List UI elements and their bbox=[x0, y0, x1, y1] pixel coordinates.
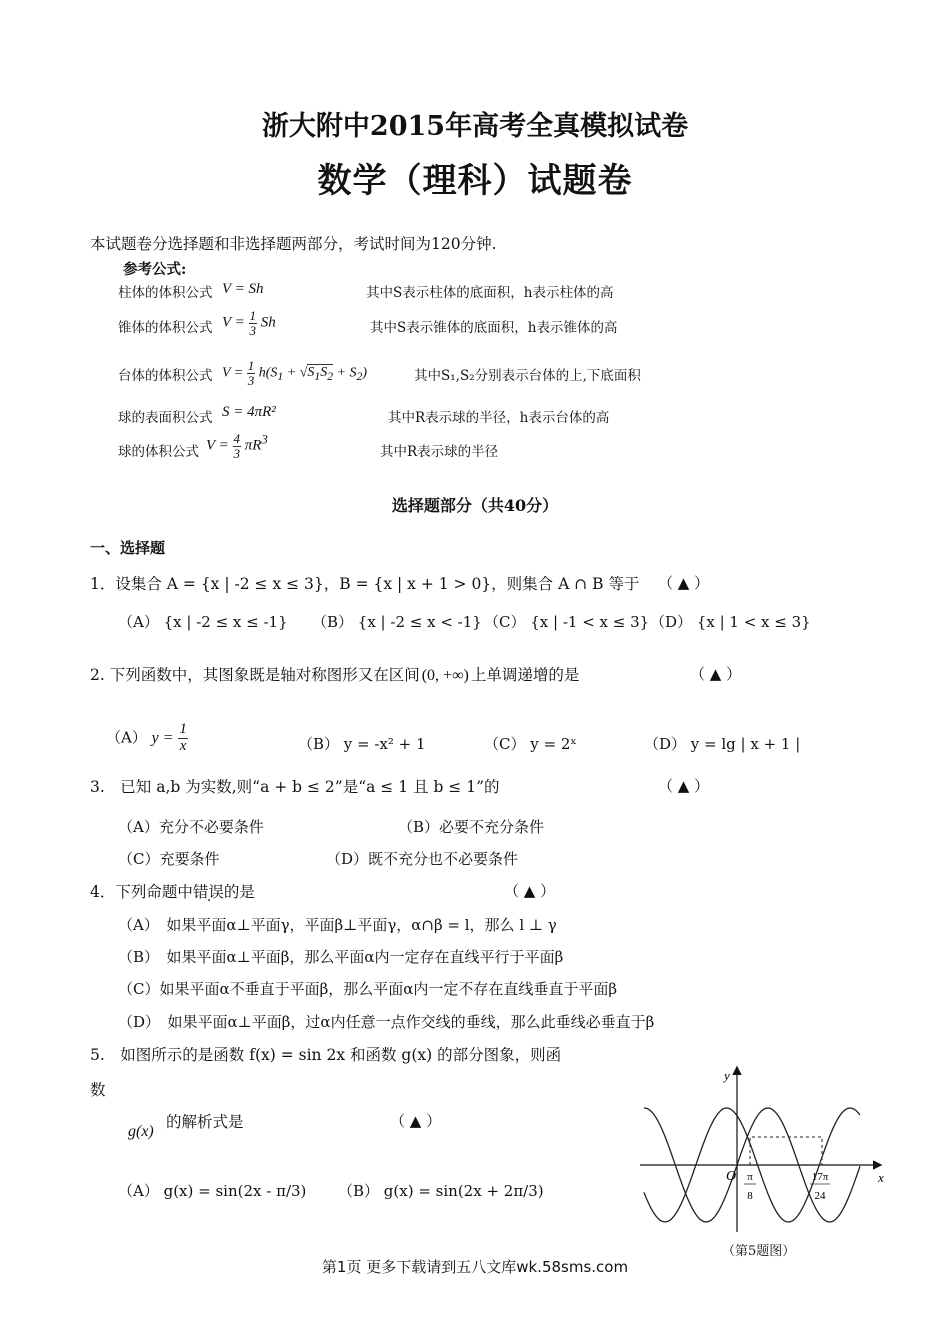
q2-option-a-label: （A） bbox=[106, 728, 147, 747]
q3-option-c: （C）充要条件 bbox=[118, 850, 220, 868]
q1-answer-mark: （ ▲ ） bbox=[658, 574, 710, 592]
formula-sphere-volume: V = $\frac{4}{3}$ $\pi R^3$ bbox=[206, 431, 268, 461]
q2-stem-b: 上单调递增的是 bbox=[470, 666, 580, 684]
origin-label: O bbox=[726, 1169, 737, 1184]
formula-heading: 参考公式: bbox=[123, 261, 187, 278]
q2-option-d: （D） y = lg | x + 1 | bbox=[644, 735, 801, 753]
q2-stem-a: 2. 下列函数中，其图象既是轴对称图形又在区间 bbox=[90, 666, 420, 684]
q4-stem-c: 的是 bbox=[223, 883, 255, 901]
formula-name-prism: 柱体的体积公式 bbox=[118, 285, 213, 301]
y-label: y bbox=[724, 1068, 730, 1083]
q5-gx: g(x) bbox=[128, 1123, 154, 1140]
formula-desc-cone: 其中S表示锥体的底面积，h表示锥体的高 bbox=[370, 320, 618, 336]
q3-option-b: （B）必要不充分条件 bbox=[398, 818, 545, 836]
tick2-num: 17π bbox=[811, 1171, 829, 1183]
formula-name-sphere-volume: 球的体积公式 bbox=[118, 444, 199, 460]
q4-stem-a: 4．下列命题中 bbox=[90, 883, 193, 901]
q4-option-d: （D） 如果平面α⊥平面β，过α内任意一点作交线的垂线，那么此垂线必垂直于β bbox=[118, 1013, 655, 1031]
q1-option-c: （C） {x | -1 < x ≤ 3} bbox=[484, 613, 650, 631]
q2-option-b: （B） y = -x² + 1 bbox=[298, 735, 426, 753]
dashed-guide bbox=[750, 1137, 822, 1165]
x-label: x bbox=[878, 1170, 884, 1185]
q4-answer-mark: （ ▲ ） bbox=[504, 882, 556, 900]
formula-desc-prism: 其中S表示柱体的底面积，h表示柱体的高 bbox=[366, 285, 614, 301]
intro-text: 本试题卷分选择题和非选择题两部分，考试时间为120分钟. bbox=[90, 235, 497, 253]
q3-option-a: （A）充分不必要条件 bbox=[118, 818, 264, 836]
formula-name-cone: 锥体的体积公式 bbox=[118, 320, 213, 336]
tick1-num: π bbox=[747, 1171, 753, 1183]
q2-option-a-den: x bbox=[179, 737, 187, 754]
q1-option-d: （D） {x | 1 < x ≤ 3} bbox=[650, 613, 811, 631]
q2-option-c: （C） y = 2ˣ bbox=[484, 735, 577, 753]
q2-option-a-lhs: y = bbox=[151, 729, 174, 747]
formula-frustum: V = $\frac{1}{3}$ $h(S_1 + √S_1S_2 + S_2)$ bbox=[222, 358, 367, 388]
part-title: 一、选择题 bbox=[90, 539, 166, 557]
q5-stem-b: 数 bbox=[90, 1081, 106, 1099]
q3-option-d: （D）既不充分也不必要条件 bbox=[326, 850, 519, 868]
q5-stem-a: 5. 如图所示的是函数 f(x) = sin 2x 和函数 g(x) 的部分图象，则函 bbox=[90, 1046, 562, 1064]
exam-subtitle: 数学（理科）试题卷 bbox=[317, 161, 633, 201]
q2-option-a bbox=[106, 722, 188, 755]
q3-stem: 3. 已知 a,b 为实数,则“a + b ≤ 2”是“a ≤ 1 且 b ≤ 1”的 bbox=[90, 778, 500, 796]
section-title: 选择题部分（共40分） bbox=[391, 496, 559, 515]
formula-desc-sphere-volume: 其中R表示球的半径 bbox=[380, 444, 499, 460]
q1-option-b: （B） {x | -2 ≤ x < -1} bbox=[312, 613, 482, 631]
exam-title: 浙大附中2015年高考全真模拟试卷 bbox=[261, 111, 689, 142]
tick2-den: 24 bbox=[814, 1190, 826, 1202]
q1-stem: 1．设集合 A = {x | -2 ≤ x ≤ 3}，B = {x | x + 1 > 0}，则集合 A ∩ B 等于 bbox=[90, 575, 640, 593]
q2-option-a-num: 1 bbox=[179, 721, 187, 737]
q5-figure-caption: （第5题图） bbox=[722, 1244, 796, 1259]
q5-stem-c: 的解析式是 bbox=[166, 1113, 244, 1131]
q4-stem bbox=[90, 880, 255, 902]
formula-desc-sphere-area: 其中R表示球的半径，h表示台体的高 bbox=[388, 410, 610, 426]
q2-interval: (0, +∞) bbox=[421, 667, 469, 684]
q4-option-c: （C）如果平面α不垂直于平面β，那么平面α内一定不存在直线垂直于平面β bbox=[118, 980, 618, 998]
q5-figure bbox=[636, 1060, 886, 1240]
q4-option-a: （A） 如果平面α⊥平面γ，平面β⊥平面γ，α∩β = l，那么 l ⊥ γ bbox=[118, 916, 557, 934]
q5-option-a: （A） g(x) = sin(2x - π/3) bbox=[118, 1182, 307, 1200]
q4-stem-emphasis: 错误 bbox=[192, 883, 224, 901]
page-footer: 第1页 更多下载请到五八文库wk.58sms.com bbox=[321, 1258, 629, 1276]
formula-name-sphere-area: 球的表面积公式 bbox=[118, 410, 213, 426]
q4-option-b: （B） 如果平面α⊥平面β，那么平面α内一定存在直线平行于平面β bbox=[118, 948, 564, 966]
formula-cone: V = $\frac{1}{3}$ Sh bbox=[222, 308, 276, 338]
q2-stem bbox=[90, 663, 579, 685]
q2-answer-mark: （ ▲ ） bbox=[690, 665, 742, 683]
q3-answer-mark: （ ▲ ） bbox=[658, 777, 710, 795]
q1-option-a: （A） {x | -2 ≤ x ≤ -1} bbox=[118, 613, 288, 631]
formula-desc-frustum: 其中S₁,S₂分别表示台体的上,下底面积 bbox=[414, 368, 641, 384]
formula-name-frustum: 台体的体积公式 bbox=[118, 368, 213, 384]
q5-answer-mark: （ ▲ ） bbox=[390, 1112, 442, 1130]
tick1-den: 8 bbox=[747, 1190, 753, 1202]
formula-prism: V = Sh bbox=[222, 281, 264, 297]
q5-option-b: （B） g(x) = sin(2x + 2π/3) bbox=[338, 1182, 544, 1200]
formula-sphere-area: S = 4πR² bbox=[222, 404, 276, 420]
